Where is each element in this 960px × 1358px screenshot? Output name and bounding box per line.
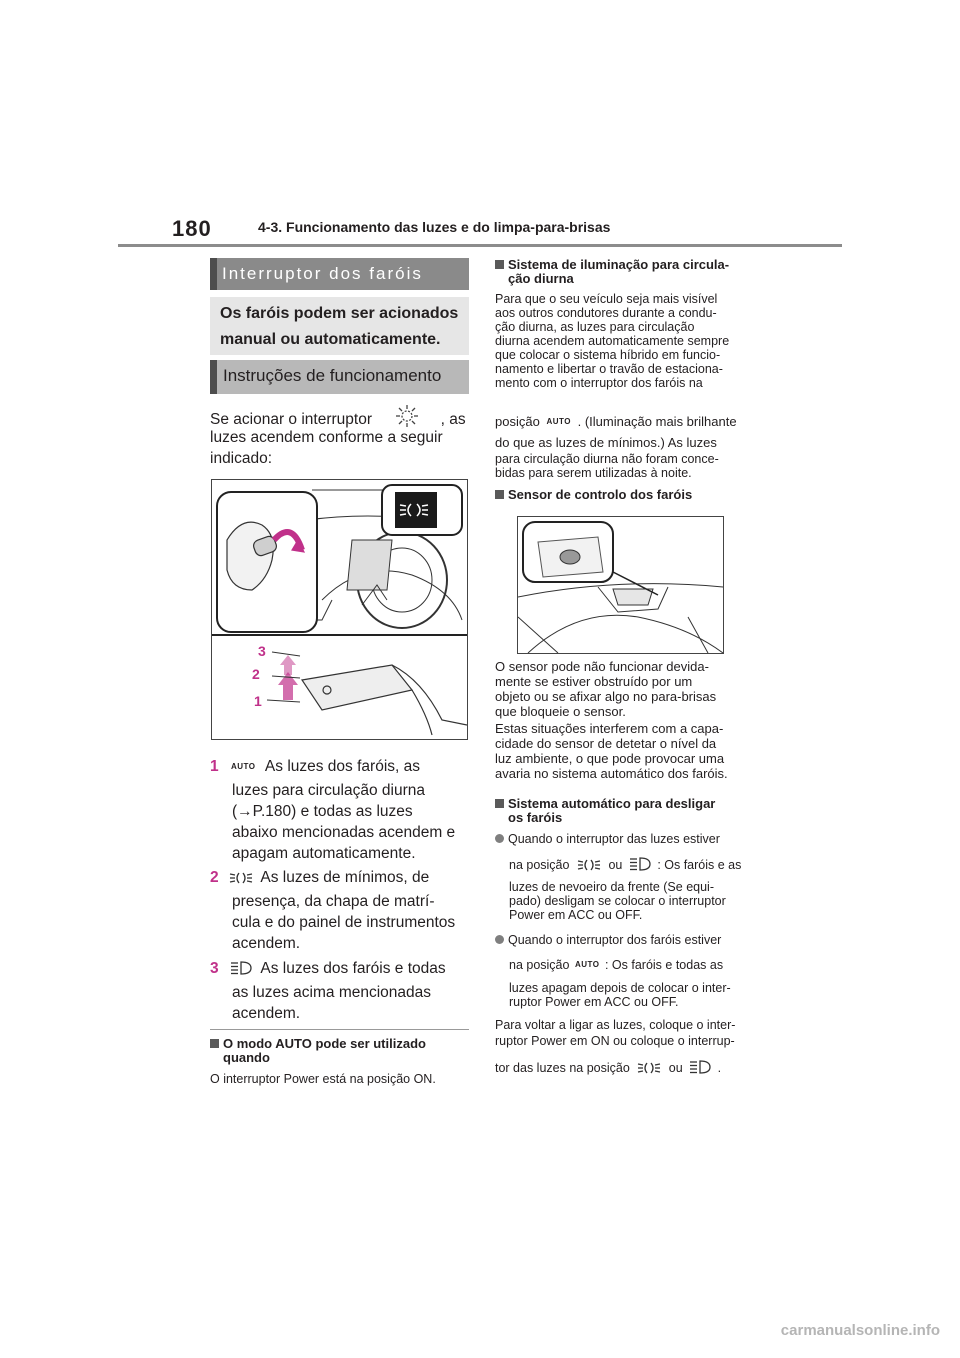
figure-label-1: 1: [254, 693, 262, 709]
bullet-text: na posição: [509, 858, 570, 872]
intro-line-3: indicado:: [210, 450, 273, 467]
item-text: apagam automaticamente.: [232, 845, 416, 862]
figure-label-3: 3: [258, 643, 266, 659]
drl-heading: [495, 258, 729, 272]
divider: [210, 1029, 469, 1030]
sensor-line: cidade do sensor de detetar o nível da: [495, 736, 717, 751]
auto-mode-heading-cont: quando: [223, 1050, 270, 1065]
sensor-line: mente se estiver obstruído por um: [495, 674, 693, 689]
item-text: (→P.180) e todas as luzes: [232, 803, 413, 820]
bullet-line: luzes de nevoeiro da frente (Se equi-: [509, 880, 714, 894]
item-text: luzes para circulação diurna: [232, 782, 425, 799]
heading-bar: [210, 360, 217, 394]
bullet-item: [495, 832, 720, 846]
bullet-line: Power em ACC ou OFF.: [509, 908, 643, 922]
sensor-line: O sensor pode não funcionar devida-: [495, 659, 709, 674]
drl-text: posição: [495, 414, 540, 429]
drl-line: aos outros condutores durante a condu-: [495, 306, 717, 320]
list-item: [210, 756, 470, 777]
figure-label-2: 2: [252, 666, 260, 682]
subtitle-box: [210, 297, 469, 355]
sensor-line: avaria no sistema automático dos faróis.: [495, 766, 728, 781]
bullet-line: [509, 856, 741, 875]
instructions-heading-text: Instruções de funcionamento: [223, 366, 442, 385]
bullet-text: : Os faróis e as: [657, 858, 742, 872]
item-text: as luzes acima mencionadas: [232, 984, 432, 1001]
drl-line: ção diurna, as luzes para circulação: [495, 320, 695, 334]
page-heading: [210, 258, 469, 290]
bullet-text: ou: [608, 858, 623, 872]
auto-icon: AUTO: [574, 960, 600, 969]
square-bullet-icon: [495, 260, 504, 269]
headlight-icon: [229, 960, 253, 982]
bullet-text: Quando o interruptor dos faróis estiver: [508, 933, 722, 947]
page-number: 180: [172, 216, 212, 241]
drl-line: bidas para serem utilizadas à noite.: [495, 466, 692, 480]
item-text: As luzes dos faróis e todas: [260, 960, 446, 977]
auto-off-heading-cont: os faróis: [508, 810, 563, 825]
sensor-heading: [495, 488, 692, 502]
square-bullet-icon: [210, 1039, 219, 1048]
bullet-line: luzes apagam depois de colocar o inter-: [509, 981, 731, 995]
sensor-heading-text: Sensor de controlo dos faróis: [508, 487, 693, 502]
windshield-sensor-illustration: [518, 517, 723, 653]
return-text: .: [717, 1061, 722, 1075]
sensor-figure: [517, 516, 724, 654]
item-number: 3: [210, 960, 219, 977]
bullet-item: [495, 933, 721, 947]
bullet-dot-icon: [495, 935, 504, 944]
square-bullet-icon: [495, 799, 504, 808]
intro-line-2: luzes acendem conforme a seguir: [210, 429, 443, 446]
item-number: 2: [210, 869, 219, 886]
drl-heading-text: Sistema de iluminação para circula-: [508, 257, 730, 272]
intro-text: Se acionar o interruptor: [210, 411, 372, 428]
item-text: acendem.: [232, 935, 301, 952]
item-text: presença, da chapa de matrí-: [232, 893, 435, 910]
item-text: As luzes de mínimos, de: [260, 869, 430, 886]
drl-heading-cont: ção diurna: [508, 271, 574, 286]
bullet-text: na posição: [509, 958, 570, 972]
sensor-line: Estas situações interferem com a capa-: [495, 721, 724, 736]
parking-light-icon: [577, 858, 601, 875]
auto-icon: AUTO: [230, 762, 256, 771]
list-item: [210, 867, 429, 891]
drl-line: namento e libertar o travão de estaciona-: [495, 362, 723, 376]
drl-line: Para que o seu veículo seja mais visível: [495, 292, 718, 306]
bullet-line: ruptor Power em ACC ou OFF.: [509, 995, 679, 1009]
item-text: As luzes dos faróis, as: [264, 758, 420, 775]
list-item: [210, 958, 446, 982]
return-text: tor das luzes na posição: [495, 1061, 630, 1075]
headlight-switch-figure: [211, 479, 468, 740]
sensor-line: objeto ou se afixar algo no para-brisas: [495, 689, 717, 704]
bullet-line: pado) desligam se colocar o interruptor: [509, 894, 726, 908]
dashboard-illustration: [212, 480, 467, 739]
item-text: abaixo mencionadas acendem e: [232, 824, 456, 841]
intro-text: , as: [440, 411, 466, 428]
square-bullet-icon: [495, 490, 504, 499]
headlight-icon: [628, 856, 652, 875]
return-text: ou: [668, 1061, 683, 1075]
bullet-text: Quando o interruptor das luzes estiver: [508, 832, 720, 846]
return-line: ruptor Power em ON ou coloque o interrup-: [495, 1034, 735, 1048]
drl-line: para circulação diurna não foram conce-: [495, 452, 719, 466]
auto-icon: AUTO: [546, 417, 571, 426]
return-line: [495, 1059, 721, 1078]
sensor-line: que bloqueie o sensor.: [495, 704, 626, 719]
heading-bar: [210, 258, 217, 290]
drl-line: que colocar o sistema híbrido em funcio-: [495, 348, 721, 362]
bullet-line: [509, 958, 723, 972]
return-line: Para voltar a ligar as luzes, coloque o inter-: [495, 1018, 736, 1032]
auto-mode-text: O interruptor Power está na posição ON.: [210, 1072, 436, 1086]
item-text: acendem.: [232, 1005, 301, 1022]
drl-position-line: [495, 414, 737, 429]
parking-light-icon: [637, 1061, 661, 1078]
subtitle-text: Os faróis podem ser acionados manual ou automaticamente.: [220, 305, 459, 348]
drl-line: diurna acendem automaticamente sempre: [495, 334, 730, 348]
drl-line: mento com o interruptor dos faróis na: [495, 376, 703, 390]
watermark: carmanualsonline.info: [780, 1322, 940, 1339]
drl-line: do que as luzes de mínimos.) As luzes: [495, 435, 717, 450]
item-number: 1: [210, 758, 219, 775]
header-rule: [118, 244, 842, 247]
parking-light-icon: [229, 870, 253, 891]
bullet-dot-icon: [495, 834, 504, 843]
bullet-text: : Os faróis e todas as: [604, 958, 724, 972]
auto-mode-heading-text: O modo AUTO pode ser utilizado: [223, 1036, 426, 1051]
auto-mode-heading: [210, 1037, 426, 1051]
auto-off-heading-text: Sistema automático para desligar: [508, 796, 716, 811]
drl-text: . (Iluminação mais brilhante: [577, 414, 737, 429]
section-title: 4-3. Funcionamento das luzes e do limpa-para-brisas: [258, 219, 611, 235]
item-text: cula e do painel de instrumentos: [232, 914, 456, 931]
auto-off-heading: [495, 797, 715, 811]
headlight-icon: [688, 1059, 712, 1078]
instructions-heading: [210, 360, 469, 394]
sensor-line: luz ambiente, o que pode provocar uma: [495, 751, 725, 766]
page-heading-text: Interruptor dos faróis: [222, 264, 423, 283]
